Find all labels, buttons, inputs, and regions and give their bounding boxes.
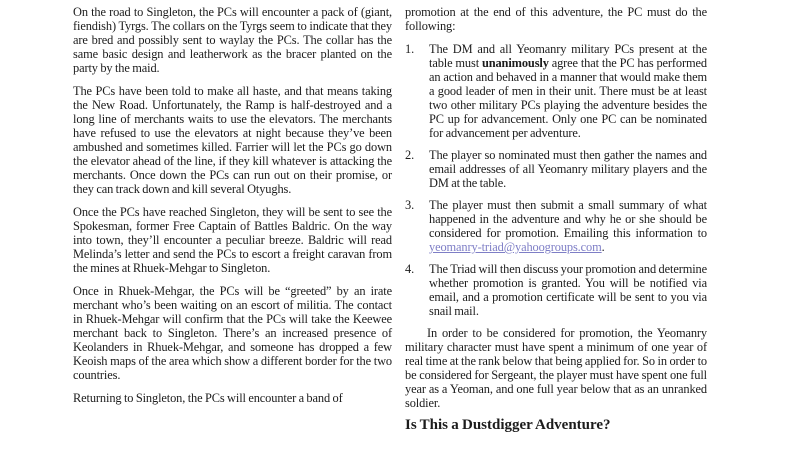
item-text-pre: The player so nominated must then gather the names and email addresses of all Yeomanry military players and the DM at the table. — [429, 148, 707, 190]
promotion-paragraph: In order to be considered for promotion, the Yeomanry military character must have spent a minimum of one year of real time at the rank below that being applied for. So in order to be considered for Sergeant, the player must have spent one full year as a Yeoman, and one full year below that as an unranked soldier. — [405, 326, 707, 410]
item-number: 2. — [405, 148, 415, 162]
item-number: 1. — [405, 42, 415, 56]
intro-continuation-paragraph: promotion at the end of this adventure, the PC must do the following: — [405, 5, 707, 33]
body-paragraph: The PCs have been told to make all haste, and that means taking the New Road. Unfortunately, the Ramp is half-destroyed and a long line of merchants waits to use the elevators. The merchants have refused to use the elevators at night because they’ve been ambushed and sometimes killed. Farrier will let the PCs go down the elevator ahead of the line, if they kill whatever is attacking the merchants. Once down the PCs can run out on their promise, or they can track down and kill several Otyughs. — [73, 84, 392, 196]
body-paragraph: Once in Rhuek-Mehgar, the PCs will be “greeted” by an irate merchant who’s been waiting on an escort of militia. The contact in Rhuek-Mehgar will confirm that the PCs will take the Keewee merchant back to Singleton. There’s an increased presence of Keolanders in Rhuek-Mehgar, and someone has dropped a few Keoish maps of the area which show a different border for the two countries. — [73, 284, 392, 382]
item-text — [429, 262, 707, 318]
body-paragraph-cutoff: Returning to Singleton, the PCs will encounter a band of — [73, 391, 343, 405]
body-paragraph: On the road to Singleton, the PCs will encounter a pack of (giant, fiendish) Tyrgs. The collars on the Tyrgs seem to indicate that they are bred and possibly sent to waylay the PCs. The collar has the same basic design and leatherwork as the bracer planted on the party by the maid. — [73, 5, 392, 75]
item-text-pre: The DM and all Yeomanry military PCs present at the table must — [429, 42, 707, 70]
email-link[interactable]: yeomanry-triad@yahoogroups.com — [429, 240, 602, 254]
section-heading: Is This a Dustdigger Adventure? — [405, 417, 611, 433]
numbered-list-item — [405, 198, 707, 254]
item-text — [429, 198, 707, 254]
numbered-list-item — [405, 42, 707, 140]
item-text — [429, 42, 707, 140]
body-paragraph: Once the PCs have reached Singleton, they will be sent to see the Spokesman, former Free Captain of Battles Baldric. On the way into town, they’ll encounter a peculiar breeze. Baldric will read Melinda’s letter and send the PCs to escort a freight caravan from the mines at Rhuek-Mehgar to Singleton. — [73, 205, 392, 275]
item-text-post: . — [601, 240, 605, 254]
item-text-pre: The Triad will then discuss your promotion and determine whether promotion is granted. You will be notified via email, and a promotion certificate will be sent to you via snail mail. — [429, 262, 707, 318]
item-text-post: agree that the PC has performed an action and behaved in a manner that would make them a good leader of men in their unit. There must be at least two other military PCs playing the adventure besides the PC up for advancement. Only one PC can be nominated for advancement per adventure. — [429, 56, 707, 140]
item-number: 4. — [405, 262, 415, 276]
bold-emphasis: unanimously — [481, 56, 549, 70]
item-number: 3. — [405, 198, 415, 212]
left-column — [73, 5, 392, 414]
item-text-pre: The player must then submit a small summary of what happened in the adventure and why he or she should be considered for promotion. Emailing this information to — [429, 198, 707, 240]
numbered-list-item — [405, 148, 707, 190]
numbered-list-item — [405, 262, 707, 318]
right-column — [405, 5, 707, 432]
item-text — [429, 148, 707, 190]
